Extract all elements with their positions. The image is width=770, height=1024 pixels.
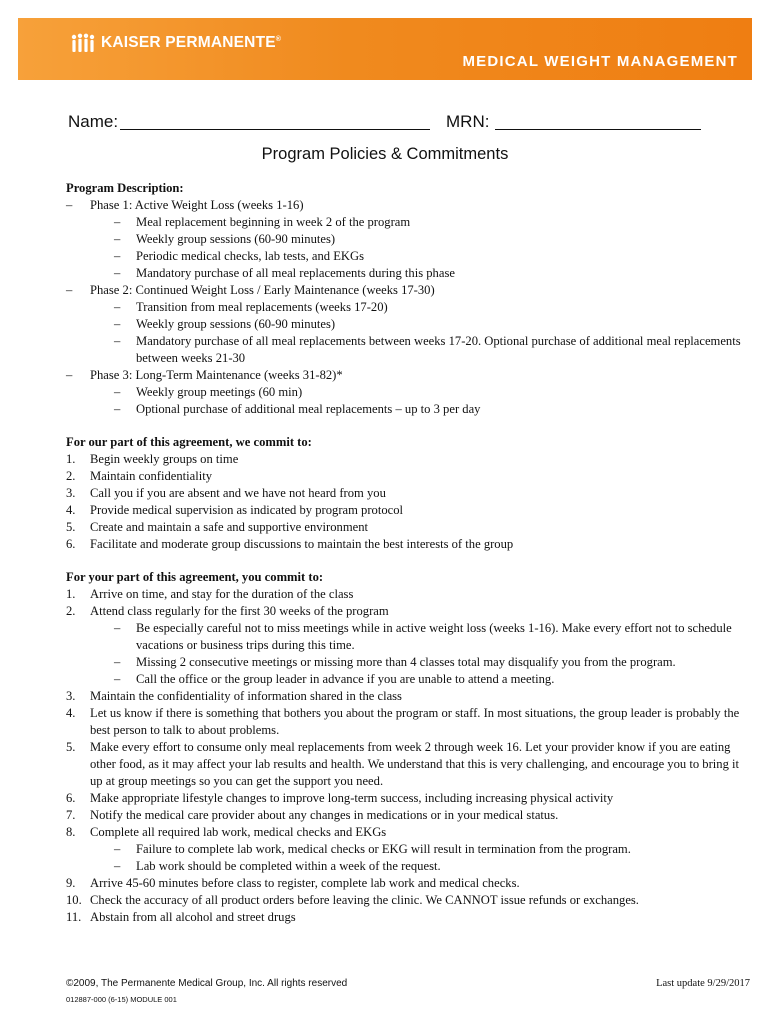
your-commitment-item [66,790,746,807]
phase-sub-item [66,333,746,367]
list-marker: – [114,317,121,331]
list-item-text: Weekly group meetings (60 min) [136,385,303,399]
list-marker: 4. [66,706,76,720]
phase-sub-item [66,299,746,316]
list-item-text: Weekly group sessions (60-90 minutes) [136,317,336,331]
your-commitment-item [66,586,746,603]
list-marker: 9. [66,876,76,890]
list-item-text: Be especially careful not to miss meetings while in active weight loss (weeks 1-16). Make every effort not to schedule vacations or business trips during this time. [136,621,732,652]
phase-item [66,197,746,214]
your-commitment-item [66,739,746,790]
list-item-text: Facilitate and moderate group discussions to maintain the best interests of the group [90,537,514,551]
our-commitment-item [66,468,746,485]
list-item-text: Phase 2: Continued Weight Loss / Early Maintenance (weeks 17-30) [90,283,435,297]
list-marker: 6. [66,791,76,805]
list-item-text: Phase 3: Long-Term Maintenance (weeks 31-82)* [90,368,343,382]
list-marker: – [66,368,73,382]
phase-sub-item [66,265,746,282]
your-commitment-sub-item [66,620,746,654]
list-marker: 2. [66,469,76,483]
list-item-text: Lab work should be completed within a week of the request. [136,859,441,873]
logo-text: KAISER PERMANENTE® [101,34,282,51]
list-marker: 10. [66,893,82,907]
mrn-field[interactable] [495,129,701,130]
list-marker: – [66,283,73,297]
phase-sub-item [66,316,746,333]
form-code: 012887-000 (6-15) MODULE 001 [66,995,177,1004]
our-commitment-list [66,451,746,553]
kaiser-logo [70,33,281,53]
list-marker: – [66,198,73,212]
list-item-text: Attend class regularly for the first 30 weeks of the program [90,604,389,618]
list-item-text: Transition from meal replacements (weeks 17-20) [136,300,388,314]
list-marker: – [114,334,121,348]
program-phases [66,197,746,418]
list-marker: 1. [66,587,76,601]
list-item-text: Optional purchase of additional meal replacements – up to 3 per day [136,402,481,416]
your-commitment-heading: For your part of this agreement, you commit to: [66,570,324,584]
document-body [66,180,746,926]
list-item-text: Arrive on time, and stay for the duration of the class [90,587,354,601]
your-commitment-item [66,603,746,620]
kaiser-people-logo-icon [70,33,96,53]
list-item-text: Make appropriate lifestyle changes to improve long-term success, including increasing physical activity [90,791,614,805]
your-commitment-sub-item [66,671,746,688]
list-item-text: Check the accuracy of all product orders before leaving the clinic. We CANNOT issue refunds or exchanges. [90,893,639,907]
your-commitment-sub-item [66,858,746,875]
list-marker: 5. [66,520,76,534]
your-commitment-list [66,586,746,926]
our-commitment-heading: For our part of this agreement, we commit to: [66,435,312,449]
list-marker: – [114,655,121,669]
list-marker: – [114,249,121,263]
list-marker: – [114,215,121,229]
your-commitment-item [66,824,746,841]
list-marker: 4. [66,503,76,517]
list-item-text: Phase 1: Active Weight Loss (weeks 1-16) [90,198,304,212]
list-marker: – [114,859,121,873]
list-marker: 6. [66,537,76,551]
mrn-label: MRN: [446,112,490,131]
list-marker: – [114,621,121,635]
program-name: MEDICAL WEIGHT MANAGEMENT [462,53,738,70]
your-commitment-item [66,807,746,824]
phase-sub-item [66,231,746,248]
list-marker: 11. [66,910,82,924]
list-item-text: Call you if you are absent and we have not heard from you [90,486,386,500]
list-item-text: Notify the medical care provider about any changes in medications or in your medical status. [90,808,559,822]
your-commitment-item [66,875,746,892]
your-commitment-sub-item [66,654,746,671]
your-commitment-item [66,892,746,909]
list-marker: – [114,672,121,686]
our-commitment-item [66,502,746,519]
your-commitment-item [66,705,746,739]
last-update-text: Last update 9/29/2017 [656,978,750,989]
page-title: Program Policies & Commitments [261,145,509,163]
name-field[interactable] [120,129,430,130]
phase-sub-item [66,214,746,231]
copyright-text: ©2009, The Permanente Medical Group, Inc. All rights reserved [66,978,348,989]
list-item-text: Maintain confidentiality [90,469,213,483]
list-item-text: Let us know if there is something that bothers you about the program or staff. In most situations, the group leader is probably the best person to talk to about problems. [90,706,740,737]
list-item-text: Failure to complete lab work, medical checks or EKG will result in termination from the program. [136,842,631,856]
list-item-text: Create and maintain a safe and supportive environment [90,520,369,534]
list-marker: – [114,402,121,416]
list-item-text: Mandatory purchase of all meal replacements during this phase [136,266,455,280]
list-marker: 5. [66,740,76,754]
list-marker: – [114,300,121,314]
list-marker: 3. [66,486,76,500]
our-commitment-item [66,519,746,536]
our-commitment-item [66,485,746,502]
phase-sub-item [66,401,746,418]
your-commitment-item [66,909,746,926]
program-description-heading: Program Description: [66,181,184,195]
list-item-text: Weekly group sessions (60-90 minutes) [136,232,336,246]
header-banner [18,18,752,80]
list-marker: 2. [66,604,76,618]
list-item-text: Make every effort to consume only meal replacements from week 2 through week 16. Let your provider know if you are eating other food, as it may affect your lab results and health. We understand that this is very challenging, and encourage you to bring it up at group meetings so you can get the support you need. [90,740,740,788]
list-item-text: Call the office or the group leader in advance if you are unable to attend a meeting. [136,672,555,686]
list-item-text: Missing 2 consecutive meetings or missing more than 4 classes total may disqualify you from the program. [136,655,676,669]
our-commitment-item [66,451,746,468]
list-item-text: Provide medical supervision as indicated by program protocol [90,503,404,517]
list-item-text: Complete all required lab work, medical checks and EKGs [90,825,387,839]
list-item-text: Arrive 45-60 minutes before class to register, complete lab work and medical checks. [90,876,520,890]
phase-sub-item [66,384,746,401]
list-marker: 1. [66,452,76,466]
list-marker: – [114,232,121,246]
list-marker: 7. [66,808,76,822]
list-item-text: Abstain from all alcohol and street drugs [90,910,296,924]
list-item-text: Mandatory purchase of all meal replacements between weeks 17-20. Optional purchase of additional meal replacements between weeks 21-30 [136,334,741,365]
phase-sub-item [66,248,746,265]
your-commitment-sub-item [66,841,746,858]
your-commitment-item [66,688,746,705]
list-marker: – [114,266,121,280]
name-label: Name: [68,112,119,131]
list-marker: 8. [66,825,76,839]
phase-item [66,282,746,299]
list-marker: – [114,842,121,856]
list-marker: – [114,385,121,399]
list-marker: 3. [66,689,76,703]
list-item-text: Meal replacement beginning in week 2 of the program [136,215,411,229]
list-item-text: Begin weekly groups on time [90,452,239,466]
phase-item [66,367,746,384]
list-item-text: Maintain the confidentiality of information shared in the class [90,689,402,703]
list-item-text: Periodic medical checks, lab tests, and EKGs [136,249,365,263]
our-commitment-item [66,536,746,553]
